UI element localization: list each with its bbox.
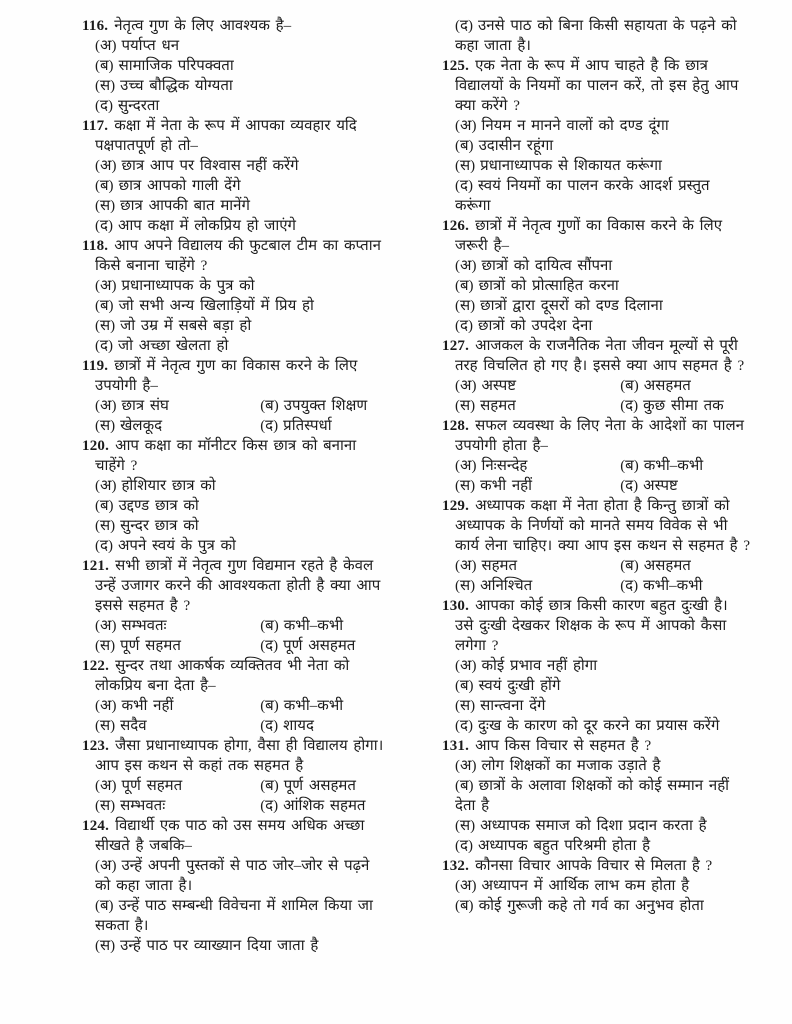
options — [95, 856, 390, 956]
option — [455, 816, 750, 836]
option-text: नियम न मानने वालों को दण्ड दूंगा — [481, 118, 669, 134]
question-line — [442, 856, 750, 876]
option — [620, 556, 750, 576]
option — [95, 336, 390, 356]
option-text: स्वयं नियमों का पालन करके आदर्श प्रस्तुत करूंगा — [455, 178, 710, 214]
option-label: (अ) — [455, 378, 477, 394]
option-label: (ब) — [260, 698, 279, 714]
option-text: जो उम्र में सबसे बड़ा हो — [120, 318, 252, 334]
option — [95, 776, 260, 796]
option-text: सान्त्वना देंगे — [480, 698, 546, 714]
option-text: कभी–कभी — [643, 578, 703, 594]
option-label: (द) — [455, 318, 473, 334]
option — [95, 796, 260, 816]
question-number: 126. — [442, 218, 470, 234]
option-text: अध्यापन में आर्थिक लाभ कम होता है — [481, 878, 690, 894]
option-label: (द) — [455, 178, 473, 194]
option-text: छात्रों द्वारा दूसरों को दण्ड दिलाना — [480, 298, 663, 314]
option — [95, 316, 390, 336]
question — [442, 856, 750, 916]
option-label: (स) — [95, 718, 116, 734]
option — [455, 696, 750, 716]
question-line — [82, 16, 390, 36]
question-line — [82, 436, 390, 476]
option — [95, 416, 260, 436]
question — [442, 416, 750, 496]
option — [95, 476, 390, 496]
question-line — [82, 116, 390, 156]
option — [95, 96, 390, 116]
option-text: कभी नहीं — [480, 478, 533, 494]
question — [442, 56, 750, 216]
question-text: एक नेता के रूप में आप चाहते है कि छात्र विद्यालयों के नियमों का पालन करें, तो इस हेतु आप क्या करेंगे ? — [455, 58, 739, 114]
option-label: (अ) — [95, 778, 117, 794]
option-label: (ब) — [620, 378, 639, 394]
question-number: 121. — [82, 558, 110, 574]
option-text: पूर्ण सहमत — [120, 638, 181, 654]
question-number: 119. — [82, 358, 109, 374]
question-text: आप किस विचार से सहमत है ? — [475, 738, 652, 754]
option-text: सहमत — [481, 558, 518, 574]
question-number: 122. — [82, 658, 110, 674]
option-text: छात्र आपकी बात मानेंगे — [120, 198, 250, 214]
option-text: अपने स्वयं के पुत्र को — [117, 538, 236, 554]
question-text: सुन्दर तथा आकर्षक व्यक्तितव भी नेता को लोकप्रिय बना देता है– — [95, 658, 350, 694]
option-label: (द) — [455, 838, 473, 854]
option-label: (स) — [455, 478, 476, 494]
option — [95, 616, 260, 636]
option-label: (स) — [455, 578, 476, 594]
options — [95, 696, 390, 736]
option-label: (अ) — [95, 398, 117, 414]
option — [455, 456, 620, 476]
option-label: (अ) — [455, 458, 477, 474]
option-text: सुन्दर छात्र को — [120, 518, 199, 534]
question-line — [442, 496, 750, 556]
question-line — [82, 816, 390, 856]
option-label: (स) — [455, 398, 476, 414]
option — [455, 876, 750, 896]
option-text: छात्रों को दायित्व सौंपना — [481, 258, 613, 274]
option-text: कोई प्रभाव नहीं होगा — [481, 658, 598, 674]
option-label: (स) — [95, 938, 116, 954]
options — [455, 376, 750, 416]
option — [95, 276, 390, 296]
option-text: अस्पष्ट — [481, 378, 517, 394]
option-label: (द) — [455, 718, 473, 734]
option — [95, 936, 390, 956]
option-text: अनिश्चित — [480, 578, 533, 594]
option-label: (अ) — [95, 158, 117, 174]
question-number: 132. — [442, 858, 470, 874]
option-label: (अ) — [95, 858, 117, 874]
option — [95, 56, 390, 76]
option-text: सम्भवतः — [120, 798, 166, 814]
options — [455, 876, 750, 916]
question-number: 128. — [442, 418, 470, 434]
options — [95, 156, 390, 236]
option — [455, 176, 750, 216]
option — [455, 576, 620, 596]
option-text: अस्पष्ट — [643, 478, 678, 494]
option-label: (द) — [620, 478, 639, 494]
option-label: (ब) — [455, 778, 474, 794]
option-text: होशियार छात्र को — [121, 478, 216, 494]
option-label: (ब) — [455, 898, 474, 914]
option — [95, 536, 390, 556]
option-text: पर्याप्त धन — [121, 38, 180, 54]
question-text: कक्षा में नेता के रूप में आपका व्यवहार यदि पक्षपातपूर्ण हो तो– — [95, 118, 357, 154]
option-label: (द) — [260, 718, 279, 734]
question — [442, 736, 750, 856]
option — [455, 656, 750, 676]
option-text: स्वयं दुःखी होंगे — [478, 678, 561, 694]
option-label: (अ) — [95, 278, 117, 294]
option-label: (द) — [260, 638, 279, 654]
option-label: (ब) — [95, 898, 114, 914]
question-number: 130. — [442, 598, 470, 614]
question-line — [442, 596, 750, 656]
option — [620, 476, 750, 496]
option — [95, 496, 390, 516]
option-text: अध्यापक समाज को दिशा प्रदान करता है — [480, 818, 707, 834]
options — [455, 456, 750, 496]
option-label: (अ) — [455, 558, 477, 574]
option-text: उन्हें पाठ सम्बन्धी विवेचना में शामिल किया जा सकता है। — [95, 898, 373, 934]
option — [620, 396, 750, 416]
option-label: (ब) — [95, 498, 114, 514]
option-label: (ब) — [455, 678, 474, 694]
option-label: (स) — [455, 298, 476, 314]
option — [455, 836, 750, 856]
question-number: 124. — [82, 818, 110, 834]
option — [455, 776, 750, 816]
option-label: (अ) — [455, 658, 477, 674]
option-label: (ब) — [95, 298, 114, 314]
option-label: (स) — [455, 158, 476, 174]
option-text: असहमत — [643, 378, 691, 394]
question — [82, 236, 390, 356]
option-text: प्रधानाध्यापक से शिकायत करूंगा — [480, 158, 662, 174]
question — [82, 116, 390, 236]
option-label: (ब) — [95, 178, 114, 194]
option — [455, 156, 750, 176]
options — [95, 276, 390, 356]
option-text: सामाजिक परिपक्वता — [118, 58, 234, 74]
option-label: (ब) — [620, 558, 639, 574]
option-text: कभी–कभी — [283, 618, 344, 634]
question-text: विद्यार्थी एक पाठ को उस समय अधिक अच्छा सीखते है जबकि– — [95, 818, 365, 854]
options — [455, 756, 750, 856]
option-label: (स) — [455, 698, 476, 714]
option — [455, 116, 750, 136]
option-label: (ब) — [95, 58, 114, 74]
option-label: (द) — [95, 338, 113, 354]
option-text: उदासीन रहूंगा — [478, 138, 554, 154]
options — [455, 556, 750, 596]
option — [455, 556, 620, 576]
option-text: छात्रों को उपदेश देना — [477, 318, 593, 334]
option-label: (द) — [260, 418, 279, 434]
option-text: पूर्ण असहमत — [283, 778, 356, 794]
option-text: उन्हें अपनी पुस्तकों से पाठ जोर–जोर से पढ़ने को कहा जाता है। — [95, 858, 370, 894]
option-text: सम्भवतः — [121, 618, 167, 634]
question-text: सफल व्यवस्था के लिए नेता के आदेशों का पालन उपयोगी होता है– — [455, 418, 744, 454]
option — [95, 636, 260, 656]
question-line — [442, 736, 750, 756]
option — [95, 196, 390, 216]
question-number: 118. — [82, 238, 109, 254]
option — [95, 296, 390, 316]
option-text: उन्हें पाठ पर व्याख्यान दिया जाता है — [120, 938, 319, 954]
column-right — [442, 16, 750, 956]
option — [95, 856, 390, 896]
option-label: (अ) — [455, 878, 477, 894]
option — [455, 276, 750, 296]
option-label: (द) — [620, 398, 639, 414]
option — [455, 756, 750, 776]
option-text: कभी–कभी — [283, 698, 344, 714]
option-text: दुःख के कारण को दूर करने का प्रयास करेंगे — [477, 718, 720, 734]
options — [455, 16, 750, 56]
question-text: छात्रों में नेतृत्व गुणों का विकास करने के लिए जरूरी है– — [455, 218, 722, 254]
option-label: (ब) — [260, 778, 279, 794]
option-label: (द) — [260, 798, 279, 814]
option — [260, 416, 390, 436]
option — [95, 156, 390, 176]
question-text: आप अपने विद्यालय की फुटबाल टीम का कप्तान किसे बनाना चाहेंगे ? — [95, 238, 381, 274]
option-text: जो अच्छा खेलता हो — [117, 338, 229, 354]
option — [620, 376, 750, 396]
question-number: 117. — [82, 118, 109, 134]
option — [95, 216, 390, 236]
option-text: उच्च बौद्धिक योग्यता — [120, 78, 233, 94]
option-text: छात्रों के अलावा शिक्षकों को कोई सम्मान नहीं देता है — [455, 778, 730, 814]
option — [455, 16, 750, 56]
option — [260, 616, 390, 636]
question — [82, 436, 390, 556]
question — [442, 596, 750, 736]
option-label: (स) — [95, 518, 116, 534]
option — [260, 636, 390, 656]
options — [95, 776, 390, 816]
question-text: नेतृत्व गुण के लिए आवश्यक है– — [114, 18, 292, 34]
option-label: (स) — [95, 798, 116, 814]
question-number: 120. — [82, 438, 110, 454]
option — [95, 516, 390, 536]
option — [620, 576, 750, 596]
question-text: सभी छात्रों में नेतृत्व गुण विद्यमान रहते है केवल उन्हें उजागर करने की आवश्यकता होती है क्या आप इससे सहमत है ? — [95, 558, 381, 614]
option — [95, 36, 390, 56]
option-text: सुन्दरता — [117, 98, 160, 114]
question-line — [82, 356, 390, 396]
options — [95, 36, 390, 116]
option-text: आप कक्षा में लोकप्रिय हो जाएंगे — [117, 218, 296, 234]
option-label: (ब) — [455, 138, 474, 154]
question — [82, 656, 390, 736]
option-label: (अ) — [455, 118, 477, 134]
option-text: असहमत — [643, 558, 691, 574]
question-text: छात्रों में नेतृत्व गुण का विकास करने के लिए उपयोगी है– — [95, 358, 358, 394]
question-line — [442, 56, 750, 116]
option-label: (स) — [95, 78, 116, 94]
option-label: (द) — [95, 538, 113, 554]
option-text: कोई गुरूजी कहे तो गर्व का अनुभव होता — [478, 898, 704, 914]
options — [95, 476, 390, 556]
option-text: अध्यापक बहुत परिश्रमी होता है — [477, 838, 651, 854]
option — [455, 676, 750, 696]
option-label: (अ) — [95, 698, 117, 714]
option-text: शायद — [283, 718, 314, 734]
option-label: (अ) — [95, 478, 117, 494]
question-number: 123. — [82, 738, 110, 754]
question-text: कौनसा विचार आपके विचार से मिलता है ? — [475, 858, 713, 874]
question-line — [82, 736, 390, 776]
option-label: (अ) — [455, 758, 477, 774]
option-text: छात्र आप पर विश्वास नहीं करेंगे — [121, 158, 299, 174]
question-number: 131. — [442, 738, 470, 754]
option-label: (स) — [95, 638, 116, 654]
question-line — [442, 336, 750, 376]
option-text: सहमत — [480, 398, 516, 414]
question — [82, 736, 390, 816]
option — [455, 896, 750, 916]
option — [455, 296, 750, 316]
question — [442, 16, 750, 56]
option — [455, 376, 620, 396]
option-text: प्रधानाध्यापक के पुत्र को — [121, 278, 255, 294]
question-line — [82, 556, 390, 616]
option-text: कभी–कभी — [643, 458, 704, 474]
option — [260, 696, 390, 716]
question-text: आजकल के राजनैतिक नेता जीवन मूल्यों से पूरी तरह विचलित हो गए है। इससे क्या आप सहमत है ? — [455, 338, 745, 374]
option — [95, 696, 260, 716]
option — [95, 396, 260, 416]
option — [95, 176, 390, 196]
question-line — [442, 416, 750, 456]
option-text: खेलकूद — [120, 418, 163, 434]
option-text: निःसन्देह — [481, 458, 528, 474]
question — [82, 556, 390, 656]
option-label: (स) — [95, 418, 116, 434]
option — [260, 776, 390, 796]
option-label: (द) — [95, 98, 113, 114]
option — [95, 896, 390, 936]
option-label: (ब) — [260, 618, 279, 634]
question-number: 125. — [442, 58, 470, 74]
option-text: उनसे पाठ को बिना किसी सहायता के पढ़ने को कहा जाता है। — [455, 18, 737, 54]
question — [82, 16, 390, 116]
question-text: अध्यापक कक्षा में नेता होता है किन्तु छात्रों को अध्यापक के निर्णयों को मानते समय विवेक से भी कार्य लेना चाहिए। क्या आप इस कथन से सहमत है ? — [455, 498, 751, 554]
option-text: प्रतिस्पर्धा — [283, 418, 332, 434]
option-label: (स) — [455, 818, 476, 834]
question-line — [82, 236, 390, 276]
question-line — [82, 656, 390, 696]
option-text: जो सभी अन्य खिलाड़ियों में प्रिय हो — [118, 298, 314, 314]
option — [260, 796, 390, 816]
option-label: (अ) — [455, 258, 477, 274]
options — [95, 616, 390, 656]
question — [442, 216, 750, 336]
options — [95, 396, 390, 436]
option-label: (ब) — [620, 458, 639, 474]
question-text: आप कक्षा का मॉनीटर किस छात्र को बनाना चाहेंगे ? — [95, 438, 357, 474]
option-label: (ब) — [455, 278, 474, 294]
option-label: (अ) — [95, 38, 117, 54]
question — [442, 496, 750, 596]
option-text: सदैव — [120, 718, 147, 734]
option-text: उपयुक्त शिक्षण — [283, 398, 368, 414]
question-number: 127. — [442, 338, 470, 354]
option-text: छात्र संघ — [121, 398, 169, 414]
option — [455, 316, 750, 336]
options — [455, 256, 750, 336]
option — [455, 476, 620, 496]
option-label: (द) — [95, 218, 113, 234]
option-text: छात्रों को प्रोत्साहित करना — [478, 278, 619, 294]
option-label: (स) — [95, 318, 116, 334]
question-text: आपका कोई छात्र किसी कारण बहुत दुःखी है। उसे दुःखी देखकर शिक्षक के रूप में आपको कैसा लगेगा ? — [455, 598, 728, 654]
option-text: पूर्ण असहमत — [283, 638, 356, 654]
question-number: 116. — [82, 18, 109, 34]
option — [95, 716, 260, 736]
option-label: (स) — [95, 198, 116, 214]
option — [260, 396, 390, 416]
question-number: 129. — [442, 498, 470, 514]
option-label: (द) — [620, 578, 639, 594]
option-text: कभी नहीं — [121, 698, 174, 714]
option-label: (अ) — [95, 618, 117, 634]
question — [442, 336, 750, 416]
option-label: (द) — [455, 18, 473, 34]
option — [260, 716, 390, 736]
question-line — [442, 216, 750, 256]
option-text: उद्दण्ड छात्र को — [118, 498, 199, 514]
option — [455, 256, 750, 276]
question — [82, 356, 390, 436]
question — [82, 816, 390, 956]
column-left — [82, 16, 390, 956]
options — [455, 656, 750, 736]
option-text: आंशिक सहमत — [283, 798, 366, 814]
option-text: पूर्ण सहमत — [121, 778, 183, 794]
option-text: कुछ सीमा तक — [643, 398, 724, 414]
option-label: (ब) — [260, 398, 279, 414]
option — [455, 396, 620, 416]
option — [455, 716, 750, 736]
options — [455, 116, 750, 216]
option — [620, 456, 750, 476]
option-text: छात्र आपको गाली देंगे — [118, 178, 241, 194]
option — [455, 136, 750, 156]
option — [95, 76, 390, 96]
option-text: लोग शिक्षकों का मजाक उड़ाते है — [481, 758, 661, 774]
question-text: जैसा प्रधानाध्यापक होगा, वैसा ही विद्यालय होगा। आप इस कथन से कहां तक सहमत है — [95, 738, 384, 774]
